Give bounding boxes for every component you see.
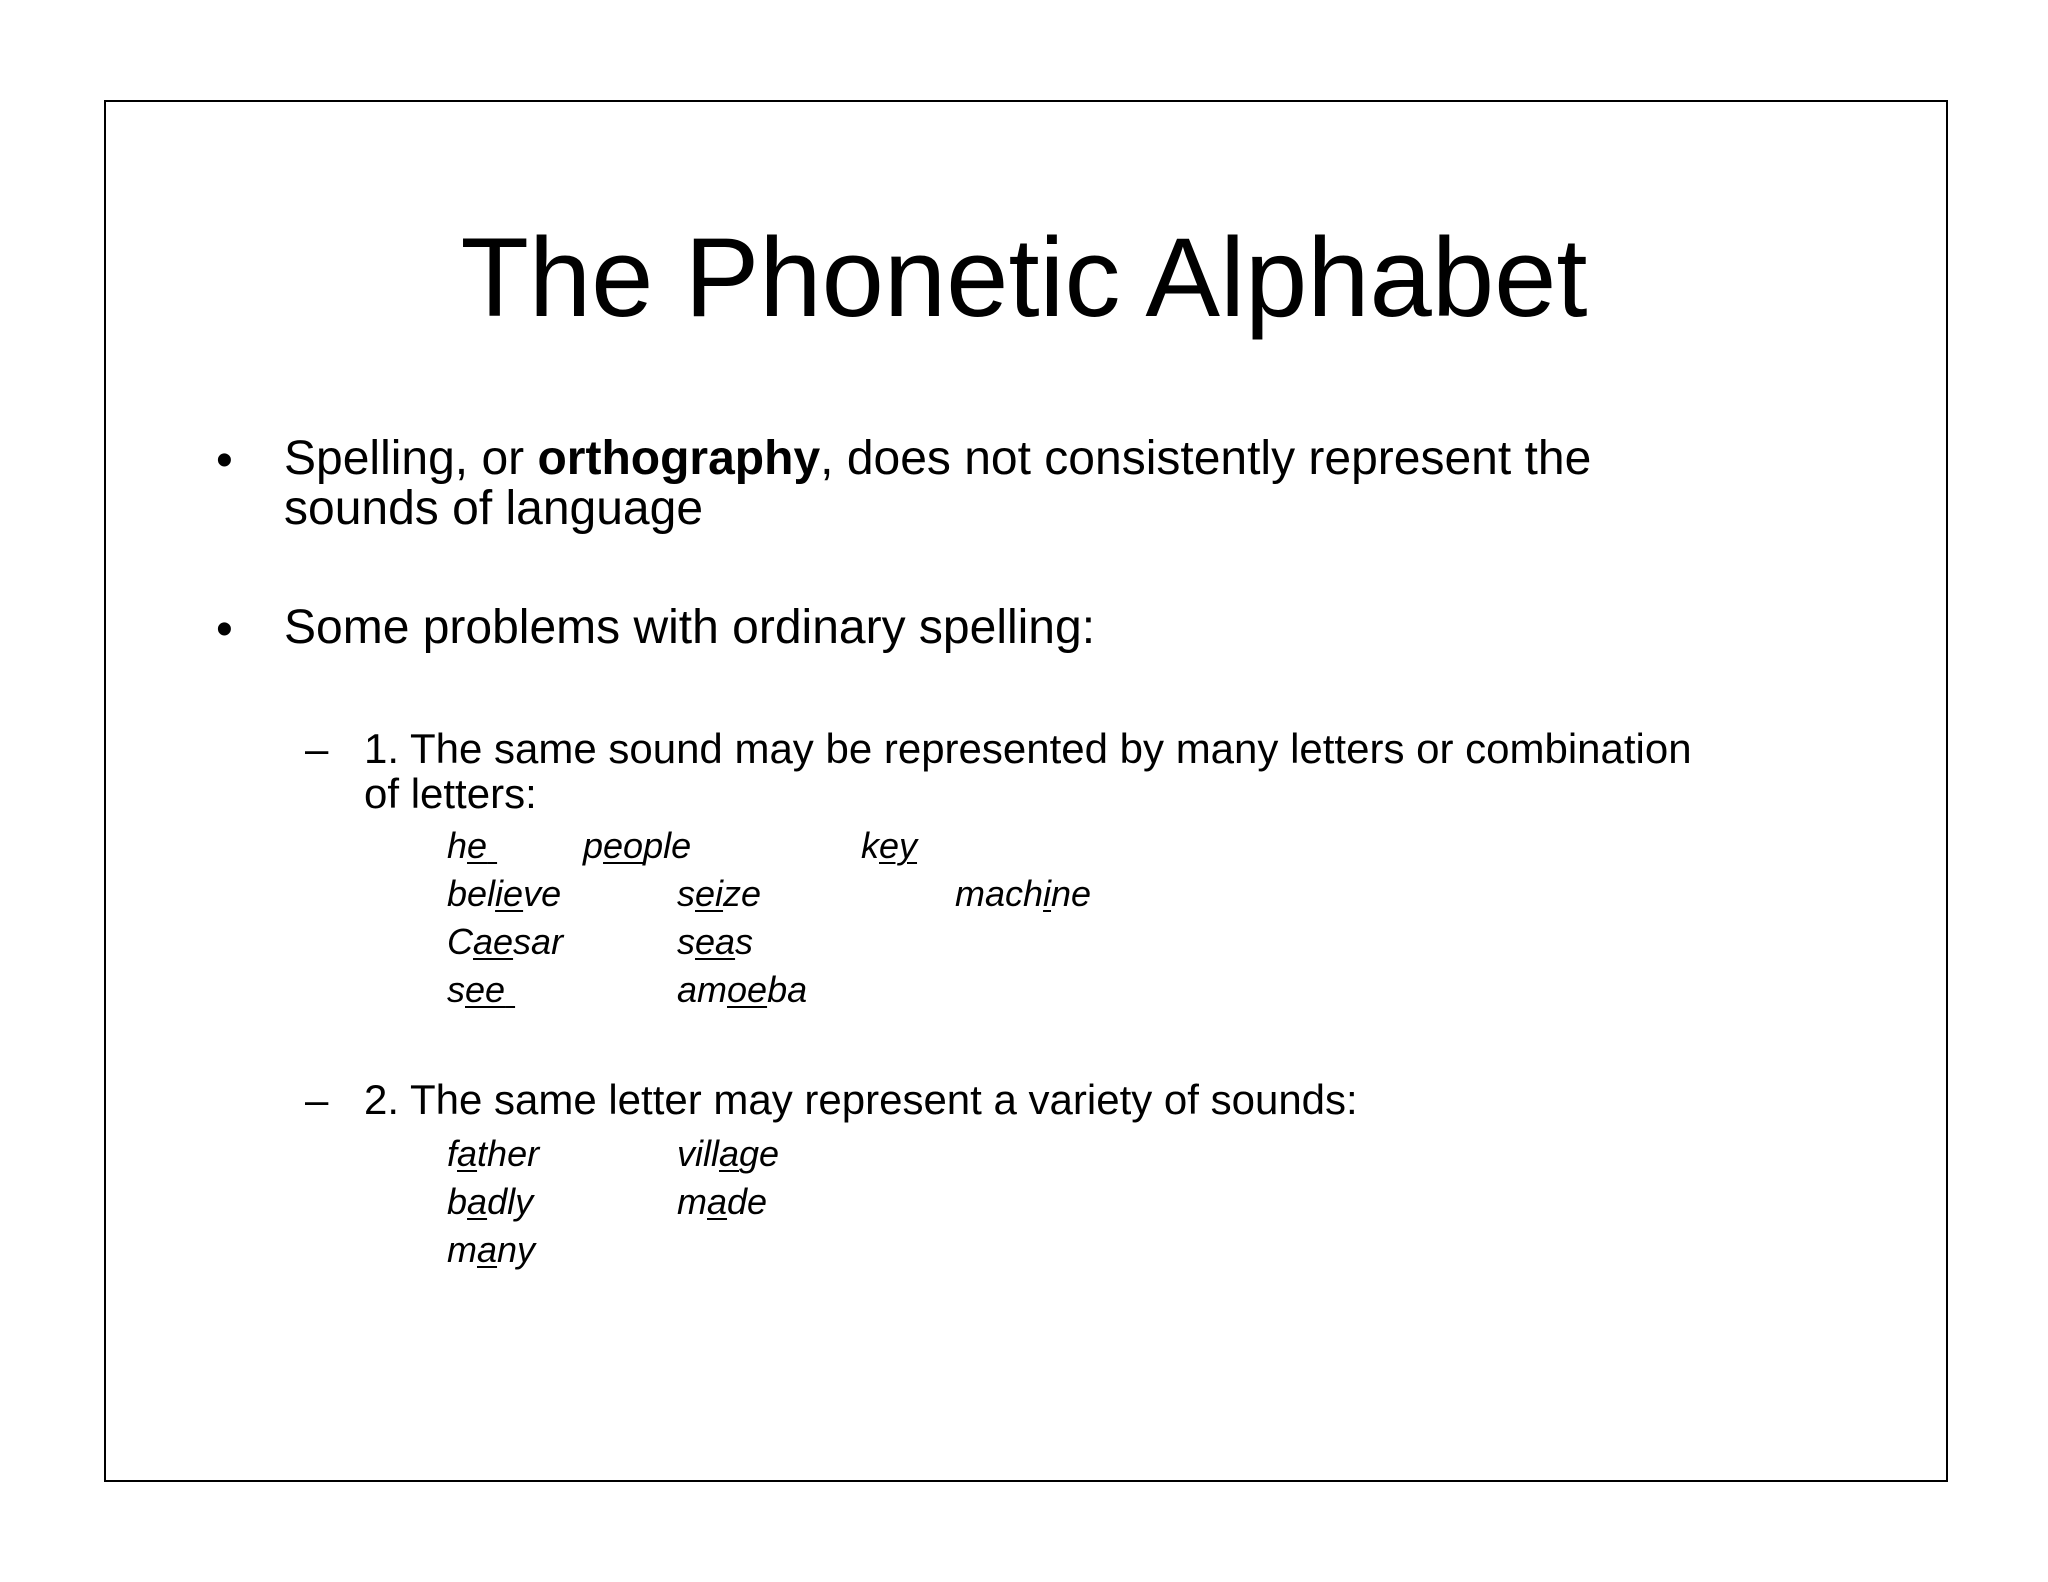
example-word: seas — [677, 921, 754, 962]
bullet-1-line-2: sounds of language — [284, 482, 704, 535]
sub-item-1-line-1: 1. The same sound may be represented by many letters or combination — [364, 725, 1692, 772]
example-word: machine — [955, 873, 1092, 914]
sub-item-2-line-1: 2. The same letter may represent a variety of sounds: — [364, 1076, 1358, 1123]
example-word: seize — [677, 873, 762, 914]
bullet-1-text-after: , does not consistently represent the — [820, 432, 1592, 485]
bullet-1-bold-term: orthography — [537, 432, 821, 485]
example-word: father — [447, 1133, 540, 1174]
example-word: key — [861, 825, 918, 866]
slide-title: The Phonetic Alphabet — [460, 215, 1588, 340]
bullet-2-text: Some problems with ordinary spelling: — [284, 601, 1096, 654]
sub-item-marker: – — [305, 725, 329, 772]
bullet-1-line-1 — [284, 434, 1591, 484]
sub-item-marker: – — [305, 1076, 329, 1123]
example-word: see — [447, 969, 506, 1010]
example-word: made — [677, 1181, 768, 1222]
example-word: village — [677, 1133, 780, 1174]
bullet-marker: • — [216, 603, 233, 656]
example-word: Caesar — [447, 921, 564, 962]
example-word: badly — [447, 1181, 534, 1222]
bullet-1-text-before: Spelling, or — [284, 432, 538, 485]
sub-item-1-line-2: of letters: — [364, 770, 537, 817]
example-word: people — [583, 825, 692, 866]
bullet-marker: • — [216, 434, 233, 487]
example-word: many — [447, 1229, 536, 1270]
example-word: he — [447, 825, 488, 866]
example-word: believe — [447, 873, 562, 914]
example-word: amoeba — [677, 969, 808, 1010]
